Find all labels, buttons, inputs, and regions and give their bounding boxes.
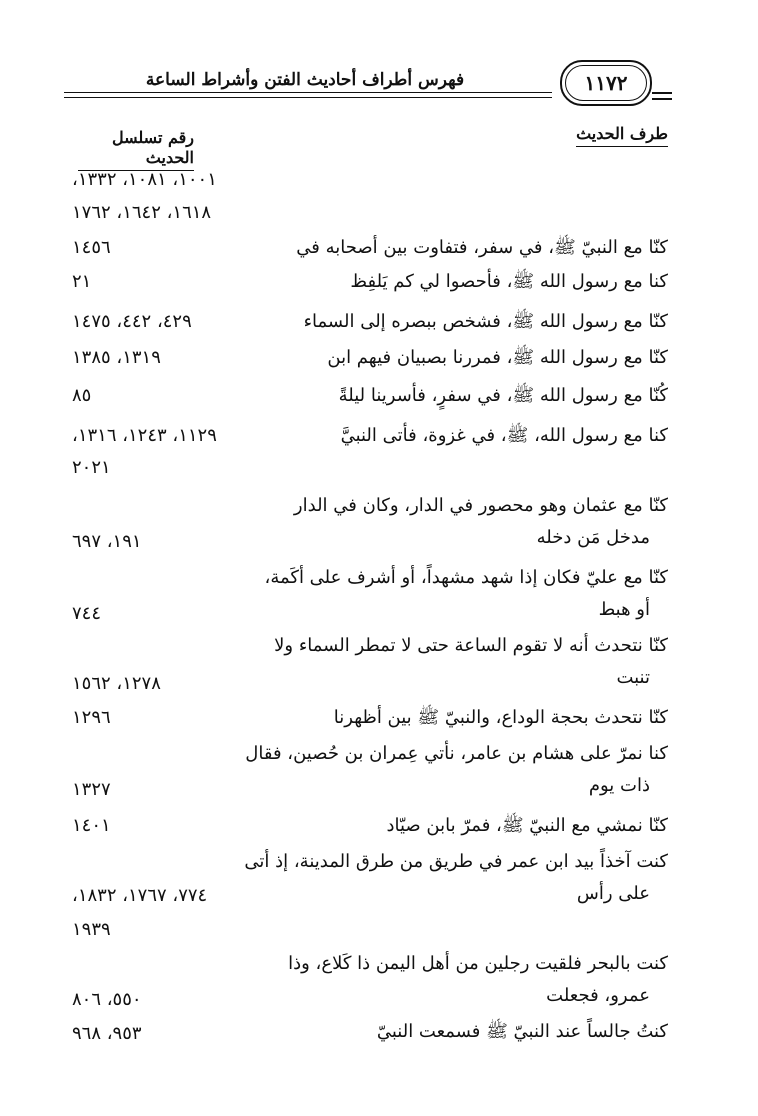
entry-number-line: ١٣١٩، ١٣٨٥ <box>72 347 161 368</box>
entry-number-line: ٥٥٠، ٨٠٦ <box>72 989 142 1010</box>
entry-text-line: كنّا نتحدث أنه لا تقوم الساعة حتى لا تمطر السماء ولا <box>274 635 668 656</box>
entry-number-line: ١٩٣٩ <box>72 919 111 940</box>
entry-number-line: ٧٤٤ <box>72 603 102 624</box>
entry-text-line: أو هبط <box>598 599 650 620</box>
entry-number-line: ٩٥٣، ٩٦٨ <box>72 1023 142 1044</box>
entry-number-line: ١٢٩٦ <box>72 707 111 728</box>
entry-text-line: كنّا نمشي مع النبيّ ﷺ، فمرّ بابن صيّاد <box>386 815 668 836</box>
entry-text-line: كنتُ جالساً عند النبيّ ﷺ فسمعت النبيّ <box>376 1021 668 1042</box>
entry-text-line: كنّا نتحدث بحجة الوداع، والنبيّ ﷺ بين أظهرنا <box>333 707 668 728</box>
entry-number-line: ٢١ <box>72 271 92 292</box>
header-rule <box>64 92 552 93</box>
entry-text-line: على رأس <box>576 883 650 904</box>
entry-text-line: كنا نمرّ على هشام بن عامر، نأتي عِمران بن حُصين، فقال <box>245 743 668 764</box>
header-rule <box>64 97 552 98</box>
entry-text-line: كنّا مع النبيّ ﷺ، في سفر، فتفاوت بين أصحابه في <box>296 237 668 258</box>
entry-number-line: ١٤٠١ <box>72 815 111 836</box>
entry-text-line: كنّا مع عثمان وهو محصور في الدار، وكان في الدار <box>293 495 668 516</box>
entry-number-line: ١٢٧٨، ١٥٦٢ <box>72 673 161 694</box>
entry-number-line: ٢٠٢١ <box>72 457 111 478</box>
hadith-column-header: طرف الحديث <box>576 124 668 147</box>
entry-text-line: عمرو، فجعلت <box>546 985 650 1006</box>
entry-number-line: ٧٧٤، ١٧٦٧، ١٨٣٢، <box>72 885 208 906</box>
entry-text-line: كنت بالبحر فلقيت رجلين من أهل اليمن ذا كَلاع، وذا <box>288 953 668 974</box>
entry-number-line: ١١٢٩، ١٢٤٣، ١٣١٦، <box>72 425 217 446</box>
entry-text-line: كُنّا مع رسول الله ﷺ، في سفرٍ، فأسرينا ليلةً <box>338 385 668 406</box>
header-ornament <box>652 98 672 100</box>
entry-number-line: ٤٢٩، ٤٤٢، ١٤٧٥ <box>72 311 192 332</box>
entry-text-line: كنّا مع رسول الله ﷺ، فشخص ببصره إلى السماء <box>303 311 668 332</box>
entry-text-line: كنت آخذاً بيد ابن عمر في طريق من طرق المدينة، إذ أتى <box>244 851 668 872</box>
entry-text-line: كنّا مع عليّ فكان إذا شهد مشهداً، أو أشرف على أكَمة، <box>264 567 668 588</box>
entry-text-line: كنّا مع رسول الله ﷺ، فمررنا بصبيان فيهم ابن <box>327 347 668 368</box>
entry-number-line: ١٦١٨، ١٦٤٢، ١٧٦٢ <box>72 202 212 223</box>
entry-text-line: تنبت <box>616 667 650 688</box>
entry-number-line: ١٩١، ٦٩٧ <box>72 531 142 552</box>
entry-number-line: ١٤٥٦ <box>72 237 111 258</box>
page-number-badge <box>560 60 652 106</box>
entry-number-line: ١٣٢٧ <box>72 779 111 800</box>
entry-text-line: كنا مع رسول الله، ﷺ، في غزوة، فأتى النبيَّ <box>340 425 668 446</box>
page-number: ١١٧٢ <box>584 71 628 95</box>
running-header-title: فهرس أطراف أحاديث الفتن وأشراط الساعة <box>145 70 465 90</box>
entry-text-line: ذات يوم <box>588 775 650 796</box>
entry-text-line: مدخل مَن دخله <box>536 527 650 548</box>
entry-number-line: ١٠٠١، ١٠٨١، ١٣٣٢، <box>72 169 217 190</box>
entry-text-line: كنا مع رسول الله ﷺ، فأحصوا لي كم يَلفِظ <box>350 271 668 292</box>
header-ornament <box>652 92 672 94</box>
numbers-column-header: رقم تسلسل الحديث <box>78 128 194 171</box>
entry-number-line: ٨٥ <box>72 385 92 406</box>
